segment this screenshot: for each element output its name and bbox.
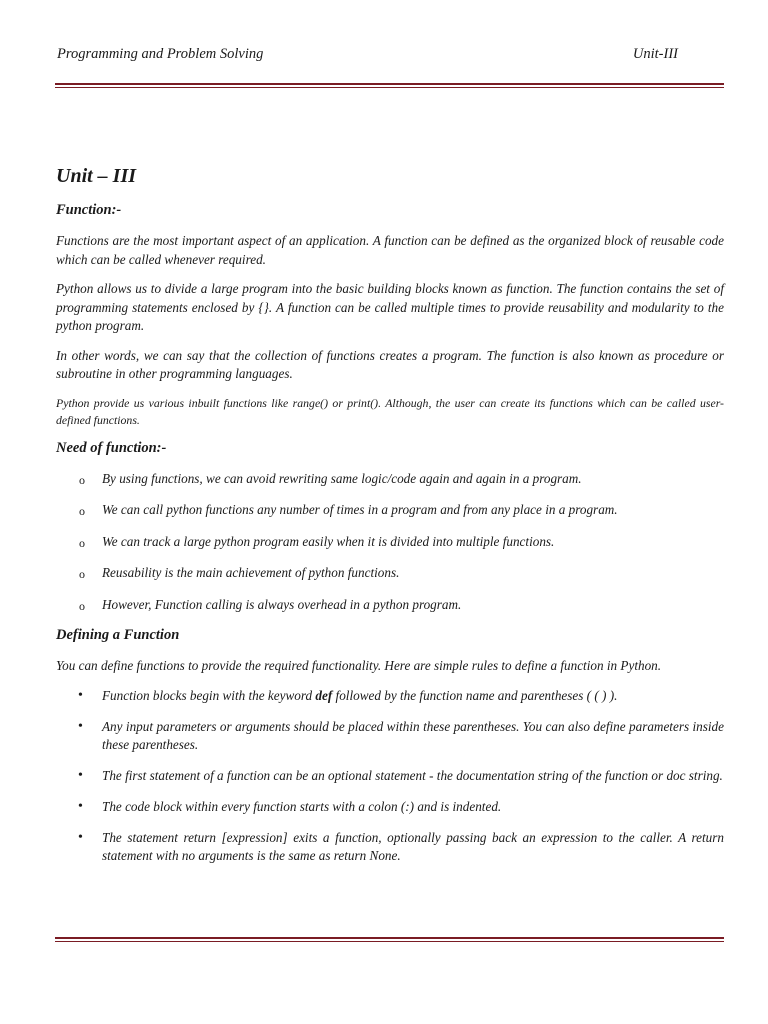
bullet-icon: • [78,767,83,783]
circle-bullet-icon: o [79,472,85,487]
function-paragraph: In other words, we can say that the collection of functions creates a program. The function is also known as procedure or subroutine in other programming languages. [56,347,724,381]
list-item: o We can call python functions any number of times in a program and from any place in a program. [79,502,618,518]
need-of-function-heading: Need of function:- [56,439,167,456]
page-title: Unit – III [56,165,137,187]
list-item: • The first statement of a function can be an optional statement - the documentation string of the function or doc string. [78,767,723,783]
list-item: • Function blocks begin with the keyword def followed by the function name and parentheses ( ( ) ). [78,687,618,703]
header-course-title: Programming and Problem Solving [57,46,264,62]
circle-bullet-icon: o [79,598,85,613]
function-paragraph: Python allows us to divide a large program into the basic building blocks known as function. The function contains the set of programming statements enclosed by {}. A function can be called multiple times to provide reusability and modularity to the python program. [56,281,724,333]
defining-function-intro: You can define functions to provide the required functionality. Here are simple rules to define a function in Python. [56,658,662,673]
function-paragraph: Functions are the most important aspect of an application. A function can be defined as the organized block of reusable code which can be called whenever required. [56,233,724,267]
list-item: o However, Function calling is always overhead in a python program. [79,596,462,613]
list-item: • Any input parameters or arguments should be placed within these parentheses. You can also define parameters inside these parentheses. [78,718,724,752]
page-header [57,46,678,63]
list-item: o By using functions, we can avoid rewriting same logic/code again and again in a program. [79,470,582,487]
list-item: o Reusability is the main achievement of python functions. [79,565,400,581]
function-heading: Function:- [56,202,122,218]
inbuilt-functions-note: Python provide us various inbuilt functions like range() or print(). Although, the user can create its functions which can be called user-defined functions. [56,395,724,427]
bullet-icon: • [78,718,83,734]
circle-bullet-icon: o [79,567,85,581]
list-item: • The code block within every function starts with a colon (:) and is indented. [78,798,502,814]
bullet-icon: • [78,829,83,845]
circle-bullet-icon: o [79,504,85,518]
need-of-function-list [56,470,724,614]
list-item: • The statement return [expression] exits a function, optionally passing back an expression to the caller. A return statement with no arguments is the same as return None. [78,829,724,863]
circle-bullet-icon: o [79,535,85,550]
bullet-icon: • [78,798,83,814]
bullet-icon: • [78,687,83,703]
list-item: o We can track a large python program easily when it is divided into multiple functions. [79,533,555,550]
def-keyword: def [315,687,333,703]
page-content [56,165,724,878]
defining-function-heading: Defining a Function [56,627,180,643]
defining-function-rules [56,687,724,865]
header-unit-label: Unit-III [632,46,678,62]
header-divider [55,83,724,88]
footer-divider [55,937,724,942]
